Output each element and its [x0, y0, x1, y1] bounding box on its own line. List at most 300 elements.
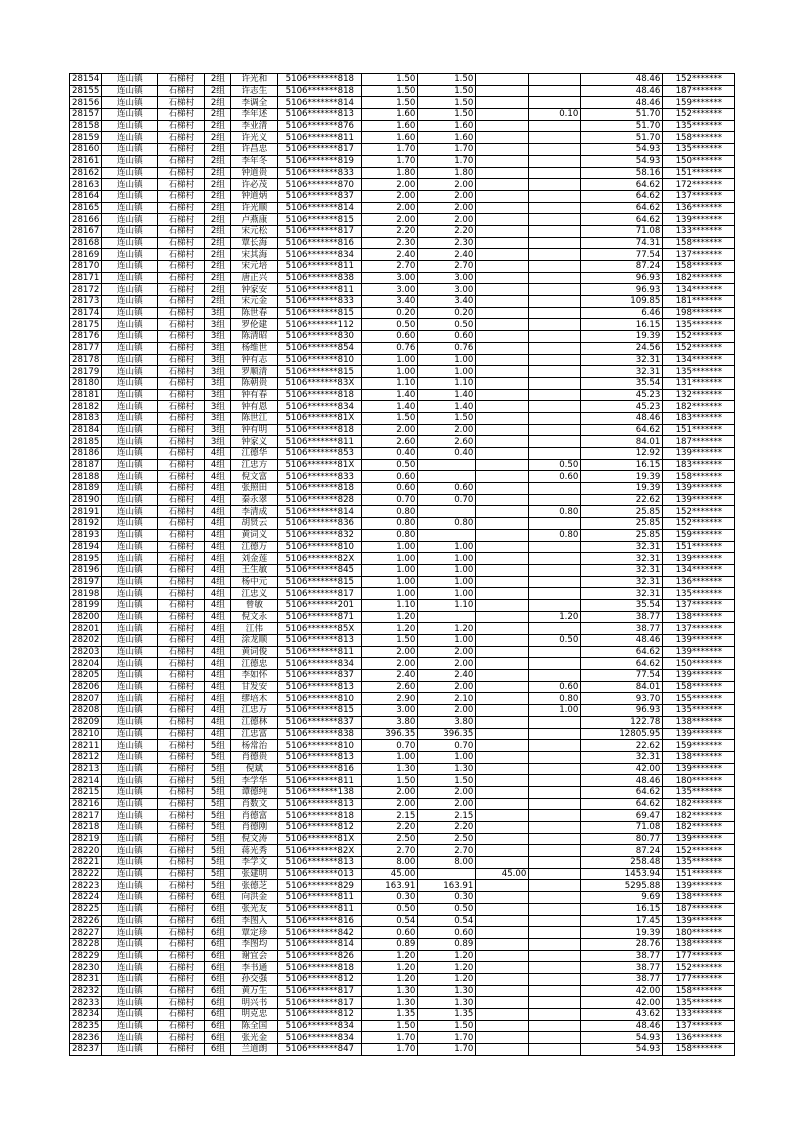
- phone-cell: 139*******: [663, 833, 735, 845]
- id-number-cell: 5106*******818: [278, 810, 362, 822]
- area-c-cell: [529, 1044, 581, 1056]
- name-cell: 江德忠: [231, 658, 278, 670]
- area-b-cell: [476, 272, 529, 284]
- area-c-cell: 1.20: [529, 611, 581, 623]
- village-cell: 石梯村: [158, 857, 205, 869]
- village-cell: 石梯村: [158, 740, 205, 752]
- area-c-cell: 0.50: [529, 459, 581, 471]
- table-row: [70, 623, 735, 635]
- id-number-cell: 5106*******81X: [278, 833, 362, 845]
- phone-cell: 138*******: [663, 892, 735, 904]
- township-cell: 连山镇: [102, 132, 158, 144]
- name-cell: 江伟: [231, 623, 278, 635]
- phone-cell: 135*******: [663, 588, 735, 600]
- area-b-cell: [476, 284, 529, 296]
- amount-cell: 45.23: [581, 401, 663, 413]
- area-b-cell: [476, 74, 529, 86]
- area-a-cell: 1.30: [418, 985, 476, 997]
- table-row: [70, 658, 735, 670]
- area-a-cell: 1.20: [418, 962, 476, 974]
- phone-cell: 133*******: [663, 225, 735, 237]
- township-cell: 连山镇: [102, 459, 158, 471]
- name-cell: 肖德刚: [231, 822, 278, 834]
- id-number-cell: 5106*******817: [278, 225, 362, 237]
- area-total-cell: 1.40: [362, 389, 418, 401]
- township-cell: 连山镇: [102, 436, 158, 448]
- name-cell: 陈世春: [231, 307, 278, 319]
- area-a-cell: [418, 471, 476, 483]
- area-c-cell: [529, 389, 581, 401]
- name-cell: 江忠富: [231, 728, 278, 740]
- area-a-cell: 0.89: [418, 938, 476, 950]
- row-number-cell: 28170: [70, 261, 102, 273]
- area-a-cell: 2.00: [418, 179, 476, 191]
- table-row: [70, 155, 735, 167]
- area-c-cell: [529, 179, 581, 191]
- row-number-cell: 28237: [70, 1044, 102, 1056]
- row-number-cell: 28191: [70, 506, 102, 518]
- table-row: [70, 518, 735, 530]
- area-c-cell: [529, 775, 581, 787]
- area-c-cell: [529, 167, 581, 179]
- township-cell: 连山镇: [102, 296, 158, 308]
- area-b-cell: [476, 740, 529, 752]
- area-total-cell: 1.00: [362, 576, 418, 588]
- row-number-cell: 28175: [70, 319, 102, 331]
- amount-cell: 48.46: [581, 85, 663, 97]
- id-number-cell: 5106*******815: [278, 307, 362, 319]
- row-number-cell: 28174: [70, 307, 102, 319]
- area-a-cell: 1.50: [418, 775, 476, 787]
- group-cell: 2组: [205, 109, 231, 121]
- amount-cell: 38.77: [581, 950, 663, 962]
- phone-cell: 182*******: [663, 798, 735, 810]
- name-cell: 兰道朗: [231, 1044, 278, 1056]
- area-a-cell: 2.40: [418, 670, 476, 682]
- village-cell: 石梯村: [158, 144, 205, 156]
- area-b-cell: [476, 179, 529, 191]
- id-number-cell: 5106*******817: [278, 144, 362, 156]
- group-cell: 4组: [205, 623, 231, 635]
- village-cell: 石梯村: [158, 179, 205, 191]
- subsidy-ledger-table: [69, 73, 735, 1056]
- name-cell: 李学文: [231, 857, 278, 869]
- row-number-cell: 28166: [70, 214, 102, 226]
- name-cell: 江忠万: [231, 705, 278, 717]
- village-cell: 石梯村: [158, 354, 205, 366]
- village-cell: 石梯村: [158, 623, 205, 635]
- group-cell: 5组: [205, 810, 231, 822]
- township-cell: 连山镇: [102, 179, 158, 191]
- area-a-cell: 396.35: [418, 728, 476, 740]
- village-cell: 石梯村: [158, 1032, 205, 1044]
- area-c-cell: [529, 938, 581, 950]
- area-b-cell: [476, 833, 529, 845]
- phone-cell: 182*******: [663, 401, 735, 413]
- table-row: [70, 366, 735, 378]
- area-c-cell: [529, 424, 581, 436]
- area-a-cell: 2.30: [418, 237, 476, 249]
- village-cell: 石梯村: [158, 249, 205, 261]
- phone-cell: 151*******: [663, 424, 735, 436]
- group-cell: 6组: [205, 997, 231, 1009]
- area-b-cell: [476, 763, 529, 775]
- table-row: [70, 296, 735, 308]
- table-row: [70, 272, 735, 284]
- area-total-cell: 1.40: [362, 401, 418, 413]
- group-cell: 6组: [205, 950, 231, 962]
- group-cell: 5组: [205, 751, 231, 763]
- name-cell: 覃定珍: [231, 927, 278, 939]
- group-cell: 4组: [205, 541, 231, 553]
- id-number-cell: 5106*******815: [278, 366, 362, 378]
- table-row: [70, 214, 735, 226]
- id-number-cell: 5106*******830: [278, 331, 362, 343]
- table-row: [70, 635, 735, 647]
- area-total-cell: 2.00: [362, 798, 418, 810]
- area-a-cell: 0.30: [418, 892, 476, 904]
- amount-cell: 19.39: [581, 331, 663, 343]
- phone-cell: 150*******: [663, 658, 735, 670]
- area-total-cell: 1.50: [362, 85, 418, 97]
- area-total-cell: 1.20: [362, 962, 418, 974]
- table-row: [70, 775, 735, 787]
- area-a-cell: 1.10: [418, 599, 476, 611]
- group-cell: 2组: [205, 296, 231, 308]
- area-b-cell: [476, 377, 529, 389]
- name-cell: 钟有春: [231, 389, 278, 401]
- area-b-cell: [476, 588, 529, 600]
- row-number-cell: 28235: [70, 1020, 102, 1032]
- township-cell: 连山镇: [102, 857, 158, 869]
- id-number-cell: 5106*******818: [278, 74, 362, 86]
- area-b-cell: [476, 167, 529, 179]
- row-number-cell: 28162: [70, 167, 102, 179]
- table-body: [70, 74, 735, 1056]
- table-row: [70, 646, 735, 658]
- row-number-cell: 28155: [70, 85, 102, 97]
- phone-cell: 137*******: [663, 249, 735, 261]
- name-cell: 谢宜会: [231, 950, 278, 962]
- village-cell: 石梯村: [158, 85, 205, 97]
- area-c-cell: [529, 319, 581, 331]
- area-c-cell: 0.80: [529, 693, 581, 705]
- area-a-cell: 2.00: [418, 658, 476, 670]
- phone-cell: 139*******: [663, 214, 735, 226]
- name-cell: 杨常治: [231, 740, 278, 752]
- township-cell: 连山镇: [102, 319, 158, 331]
- area-total-cell: 1.10: [362, 377, 418, 389]
- name-cell: 李清成: [231, 506, 278, 518]
- table-row: [70, 822, 735, 834]
- area-a-cell: 0.80: [418, 518, 476, 530]
- village-cell: 石梯村: [158, 786, 205, 798]
- township-cell: 连山镇: [102, 915, 158, 927]
- area-c-cell: [529, 412, 581, 424]
- township-cell: 连山镇: [102, 985, 158, 997]
- amount-cell: 48.46: [581, 1020, 663, 1032]
- group-cell: 6组: [205, 938, 231, 950]
- row-number-cell: 28186: [70, 448, 102, 460]
- id-number-cell: 5106*******828: [278, 494, 362, 506]
- name-cell: 李如怀: [231, 670, 278, 682]
- area-c-cell: 0.60: [529, 471, 581, 483]
- amount-cell: 17.45: [581, 915, 663, 927]
- area-total-cell: 0.80: [362, 506, 418, 518]
- group-cell: 3组: [205, 307, 231, 319]
- area-b-cell: [476, 261, 529, 273]
- village-cell: 石梯村: [158, 155, 205, 167]
- area-a-cell: 2.00: [418, 798, 476, 810]
- township-cell: 连山镇: [102, 798, 158, 810]
- area-a-cell: 2.00: [418, 786, 476, 798]
- area-c-cell: 0.50: [529, 635, 581, 647]
- id-number-cell: 5106*******813: [278, 635, 362, 647]
- row-number-cell: 28189: [70, 483, 102, 495]
- area-c-cell: [529, 1032, 581, 1044]
- village-cell: 石梯村: [158, 728, 205, 740]
- area-b-cell: [476, 249, 529, 261]
- table-row: [70, 471, 735, 483]
- area-total-cell: 2.00: [362, 202, 418, 214]
- township-cell: 连山镇: [102, 681, 158, 693]
- area-b-cell: [476, 810, 529, 822]
- name-cell: 张光金: [231, 1032, 278, 1044]
- area-total-cell: 1.30: [362, 763, 418, 775]
- village-cell: 石梯村: [158, 693, 205, 705]
- name-cell: 谭德纯: [231, 786, 278, 798]
- amount-cell: 5295.88: [581, 880, 663, 892]
- area-b-cell: [476, 459, 529, 471]
- group-cell: 2组: [205, 214, 231, 226]
- area-total-cell: 2.00: [362, 190, 418, 202]
- group-cell: 5组: [205, 798, 231, 810]
- name-cell: 宋元培: [231, 261, 278, 273]
- area-c-cell: [529, 857, 581, 869]
- table-row: [70, 354, 735, 366]
- area-b-cell: [476, 366, 529, 378]
- id-number-cell: 5106*******813: [278, 857, 362, 869]
- id-number-cell: 5106*******813: [278, 681, 362, 693]
- village-cell: 石梯村: [158, 459, 205, 471]
- area-b-cell: [476, 553, 529, 565]
- area-c-cell: [529, 284, 581, 296]
- amount-cell: 64.62: [581, 202, 663, 214]
- area-a-cell: 1.50: [418, 412, 476, 424]
- area-a-cell: 1.70: [418, 144, 476, 156]
- id-number-cell: 5106*******112: [278, 319, 362, 331]
- name-cell: 肖德富: [231, 810, 278, 822]
- area-a-cell: 2.00: [418, 681, 476, 693]
- village-cell: 石梯村: [158, 973, 205, 985]
- group-cell: 4组: [205, 670, 231, 682]
- table-row: [70, 833, 735, 845]
- township-cell: 连山镇: [102, 448, 158, 460]
- township-cell: 连山镇: [102, 354, 158, 366]
- amount-cell: 71.08: [581, 822, 663, 834]
- phone-cell: 158*******: [663, 681, 735, 693]
- area-b-cell: [476, 716, 529, 728]
- area-c-cell: 1.00: [529, 705, 581, 717]
- area-b-cell: [476, 903, 529, 915]
- amount-cell: 51.70: [581, 120, 663, 132]
- id-number-cell: 5106*******842: [278, 927, 362, 939]
- area-total-cell: 2.00: [362, 179, 418, 191]
- township-cell: 连山镇: [102, 1032, 158, 1044]
- name-cell: 江忠义: [231, 588, 278, 600]
- amount-cell: 9.69: [581, 892, 663, 904]
- table-row: [70, 74, 735, 86]
- row-number-cell: 28190: [70, 494, 102, 506]
- township-cell: 连山镇: [102, 342, 158, 354]
- village-cell: 石梯村: [158, 962, 205, 974]
- table-row: [70, 1009, 735, 1021]
- name-cell: 钟有志: [231, 354, 278, 366]
- village-cell: 石梯村: [158, 225, 205, 237]
- name-cell: 明克忠: [231, 1009, 278, 1021]
- name-cell: 李书通: [231, 962, 278, 974]
- name-cell: 许光义: [231, 132, 278, 144]
- township-cell: 连山镇: [102, 658, 158, 670]
- row-number-cell: 28222: [70, 868, 102, 880]
- township-cell: 连山镇: [102, 471, 158, 483]
- area-total-cell: 1.50: [362, 412, 418, 424]
- amount-cell: 16.15: [581, 903, 663, 915]
- table-row: [70, 436, 735, 448]
- group-cell: 2组: [205, 120, 231, 132]
- township-cell: 连山镇: [102, 833, 158, 845]
- village-cell: 石梯村: [158, 588, 205, 600]
- phone-cell: 152*******: [663, 331, 735, 343]
- phone-cell: 139*******: [663, 553, 735, 565]
- area-total-cell: 0.50: [362, 319, 418, 331]
- group-cell: 2组: [205, 97, 231, 109]
- name-cell: 张照田: [231, 483, 278, 495]
- township-cell: 连山镇: [102, 716, 158, 728]
- township-cell: 连山镇: [102, 962, 158, 974]
- table-row: [70, 202, 735, 214]
- township-cell: 连山镇: [102, 307, 158, 319]
- name-cell: 明兴书: [231, 997, 278, 1009]
- area-a-cell: 1.00: [418, 553, 476, 565]
- name-cell: 陈全国: [231, 1020, 278, 1032]
- row-number-cell: 28233: [70, 997, 102, 1009]
- group-cell: 4组: [205, 448, 231, 460]
- name-cell: 陈清昭: [231, 331, 278, 343]
- area-c-cell: [529, 190, 581, 202]
- area-total-cell: 1.50: [362, 74, 418, 86]
- phone-cell: 155*******: [663, 693, 735, 705]
- area-a-cell: 2.00: [418, 705, 476, 717]
- table-row: [70, 728, 735, 740]
- id-number-cell: 5106*******833: [278, 296, 362, 308]
- id-number-cell: 5106*******833: [278, 167, 362, 179]
- area-c-cell: [529, 670, 581, 682]
- group-cell: 2组: [205, 237, 231, 249]
- amount-cell: 12.92: [581, 448, 663, 460]
- village-cell: 石梯村: [158, 1044, 205, 1056]
- township-cell: 连山镇: [102, 97, 158, 109]
- township-cell: 连山镇: [102, 997, 158, 1009]
- amount-cell: 35.54: [581, 377, 663, 389]
- table-row: [70, 880, 735, 892]
- row-number-cell: 28180: [70, 377, 102, 389]
- area-total-cell: 2.40: [362, 670, 418, 682]
- row-number-cell: 28200: [70, 611, 102, 623]
- area-c-cell: [529, 1020, 581, 1032]
- row-number-cell: 28160: [70, 144, 102, 156]
- amount-cell: 32.31: [581, 541, 663, 553]
- village-cell: 石梯村: [158, 810, 205, 822]
- area-c-cell: [529, 810, 581, 822]
- phone-cell: 138*******: [663, 611, 735, 623]
- area-a-cell: 2.00: [418, 190, 476, 202]
- amount-cell: 48.46: [581, 74, 663, 86]
- id-number-cell: 5106*******838: [278, 728, 362, 740]
- table-row: [70, 962, 735, 974]
- phone-cell: 152*******: [663, 518, 735, 530]
- id-number-cell: 5106*******138: [278, 786, 362, 798]
- group-cell: 5组: [205, 833, 231, 845]
- phone-cell: 172*******: [663, 179, 735, 191]
- name-cell: 张德芝: [231, 880, 278, 892]
- phone-cell: 158*******: [663, 132, 735, 144]
- area-c-cell: [529, 436, 581, 448]
- group-cell: 6组: [205, 1009, 231, 1021]
- row-number-cell: 28165: [70, 202, 102, 214]
- row-number-cell: 28234: [70, 1009, 102, 1021]
- area-b-cell: 45.00: [476, 868, 529, 880]
- area-c-cell: [529, 1009, 581, 1021]
- township-cell: 连山镇: [102, 494, 158, 506]
- area-b-cell: [476, 109, 529, 121]
- area-c-cell: [529, 483, 581, 495]
- id-number-cell: 5106*******814: [278, 202, 362, 214]
- id-number-cell: 5106*******816: [278, 237, 362, 249]
- phone-cell: 135*******: [663, 144, 735, 156]
- amount-cell: 1453.94: [581, 868, 663, 880]
- area-total-cell: 2.30: [362, 237, 418, 249]
- group-cell: 3组: [205, 401, 231, 413]
- table-row: [70, 389, 735, 401]
- area-total-cell: 1.70: [362, 155, 418, 167]
- name-cell: 钟道贵: [231, 167, 278, 179]
- township-cell: 连山镇: [102, 120, 158, 132]
- row-number-cell: 28173: [70, 296, 102, 308]
- amount-cell: 71.08: [581, 225, 663, 237]
- township-cell: 连山镇: [102, 927, 158, 939]
- area-c-cell: [529, 296, 581, 308]
- township-cell: 连山镇: [102, 518, 158, 530]
- area-total-cell: 1.50: [362, 97, 418, 109]
- village-cell: 石梯村: [158, 658, 205, 670]
- village-cell: 石梯村: [158, 436, 205, 448]
- amount-cell: 48.46: [581, 775, 663, 787]
- row-number-cell: 28203: [70, 646, 102, 658]
- amount-cell: 64.62: [581, 658, 663, 670]
- area-c-cell: [529, 331, 581, 343]
- row-number-cell: 28227: [70, 927, 102, 939]
- id-number-cell: 5106*******813: [278, 798, 362, 810]
- area-total-cell: 0.80: [362, 529, 418, 541]
- row-number-cell: 28207: [70, 693, 102, 705]
- table-row: [70, 553, 735, 565]
- row-number-cell: 28188: [70, 471, 102, 483]
- amount-cell: 25.85: [581, 518, 663, 530]
- area-b-cell: [476, 506, 529, 518]
- township-cell: 连山镇: [102, 611, 158, 623]
- village-cell: 石梯村: [158, 284, 205, 296]
